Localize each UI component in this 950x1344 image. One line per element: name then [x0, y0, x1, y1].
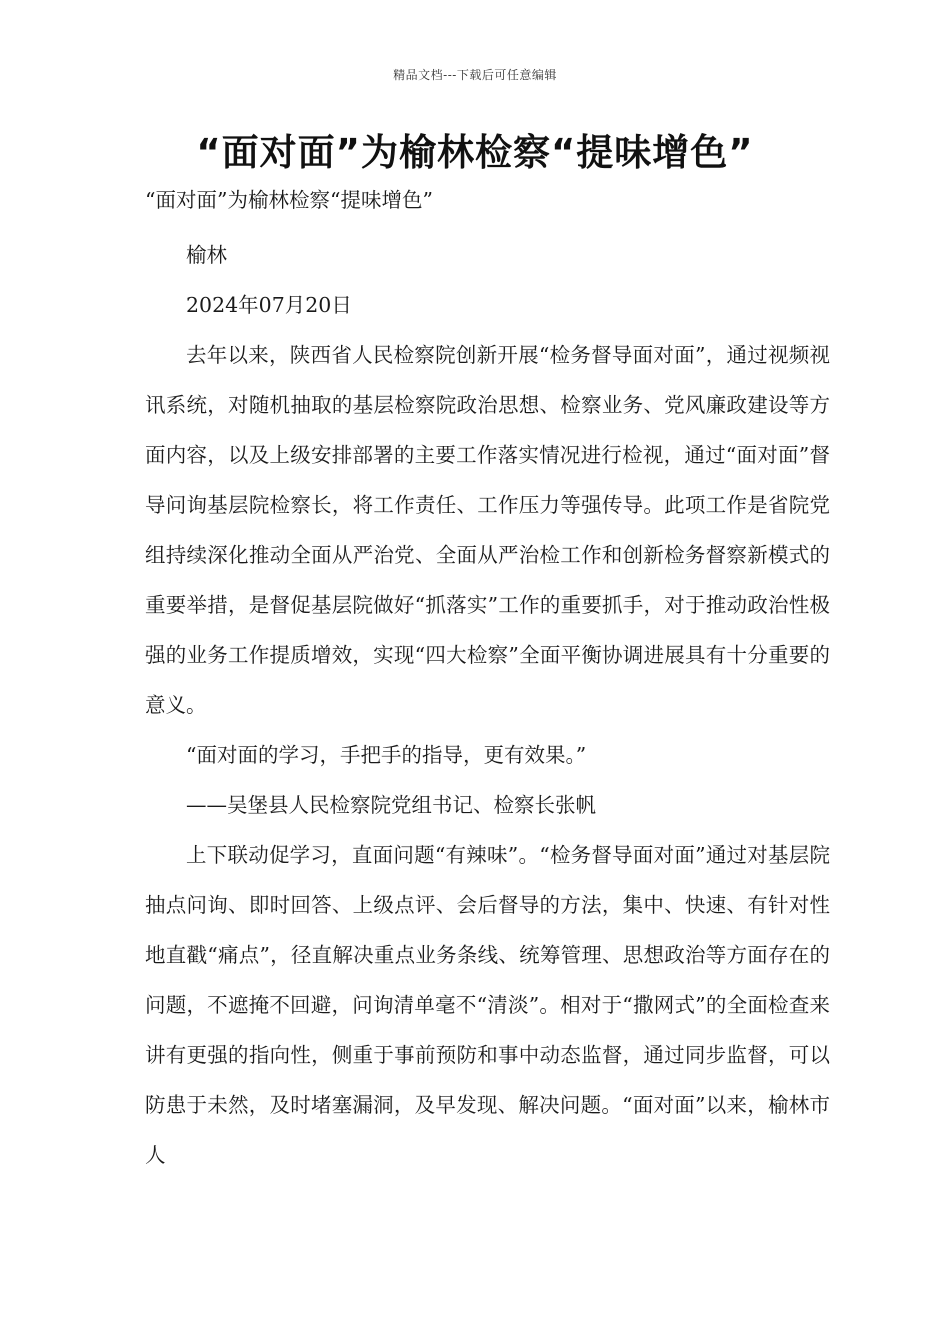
header-note: 精品文档---下载后可任意编辑: [393, 68, 557, 82]
author: 榆林: [186, 243, 227, 267]
document-body: [145, 180, 830, 1180]
quote: “面对面的学习，手把手的指导，更有效果。”: [186, 743, 587, 767]
subtitle: “面对面”为榆林检察“提味增色”: [145, 188, 433, 212]
paragraph: 去年以来，陕西省人民检察院创新开展“检务督导面对面”，通过视频视讯系统，对随机抽取的基层检察院政治思想、检察业务、党风廉政建设等方面内容，以及上级安排部署的主要工作落实情况进行检视，通过“面对面”督导问询基层院检察长，将工作责任、工作压力等强传导。此项工作是省院党组持续深化推动全面从严治党、全面从严治检工作和创新检务督察新模式的重要举措，是督促基层院做好“抓落实”工作的重要抓手，对于推动政治性极强的业务工作提质增效，实现“四大检察”全面平衡协调进展具有十分重要的意义。: [145, 343, 830, 717]
date: 2024年07月20日: [186, 293, 352, 317]
document-title: “面对面”为榆林检察“提味增色”: [196, 131, 754, 174]
quote-source: ——吴堡县人民检察院党组书记、检察长张帆: [186, 793, 596, 817]
paragraph: 上下联动促学习，直面问题“有辣味”。“检务督导面对面”通过对基层院抽点问询、即时回答、上级点评、会后督导的方法，集中、快速、有针对性地直戳“痛点”，径直解决重点业务条线、统筹管理、思想政治等方面存在的问题，不遮掩不回避，问询清单毫不“清淡”。相对于“撒网式”的全面检查来讲有更强的指向性，侧重于事前预防和事中动态监督，通过同步监督，可以防患于未然，及时堵塞漏洞，及早发现、解决问题。“面对面”以来，榆林市人: [145, 843, 830, 1167]
